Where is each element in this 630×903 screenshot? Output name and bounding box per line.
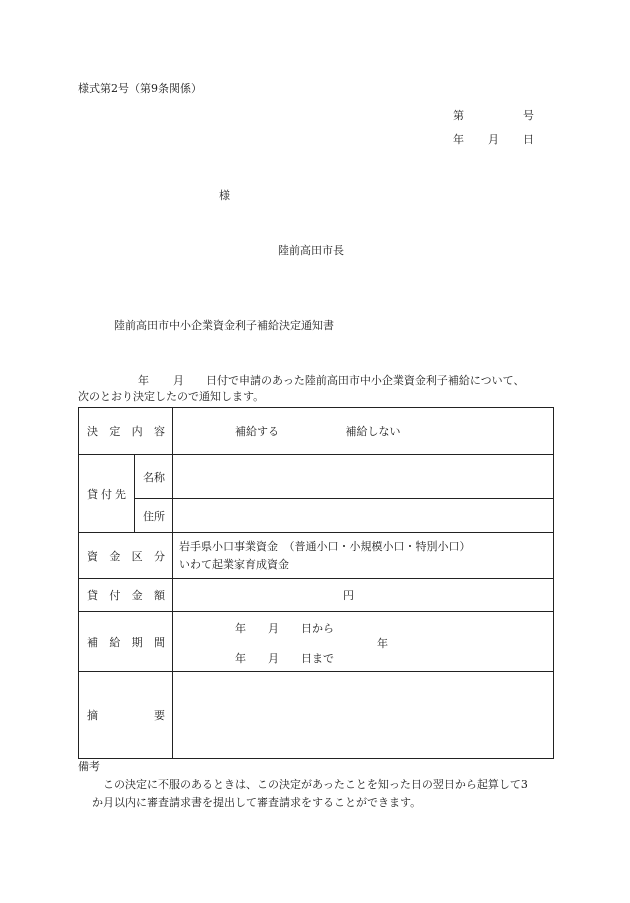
period-end: 年 月 日まで	[235, 652, 334, 665]
lender-address-row	[79, 499, 554, 533]
date-year-label: 年	[453, 133, 464, 146]
lender-name-row	[79, 455, 554, 499]
decision-form-table	[78, 407, 554, 759]
decision-label: 決 定 内 容	[87, 425, 165, 438]
period-value-cell[interactable]	[173, 612, 554, 672]
period-start: 年 月 日から	[235, 622, 334, 635]
loan-amount-label-cell	[79, 579, 173, 612]
sender-name: 陸前高田市長	[278, 244, 344, 257]
lender-label-cell	[79, 455, 135, 533]
document-title: 陸前高田市中小企業資金利子補給決定通知書	[114, 319, 334, 332]
lender-label: 貸 付 先	[87, 487, 126, 501]
fund-type-label: 資 金 区 分	[87, 549, 165, 563]
recipient-honorific: 様	[219, 189, 230, 202]
fund-type-option-line1[interactable]: 岩手県小口事業資金 （普通小口・小規模小口・特別小口）	[179, 540, 471, 554]
date-day-label: 日	[523, 133, 534, 146]
decision-value-cell	[173, 408, 554, 455]
date-month-label: 月	[488, 133, 499, 146]
lender-name-label: 名 称	[143, 470, 165, 484]
lender-address-label: 住 所	[143, 509, 165, 523]
document-number-suffix: 号	[523, 109, 534, 122]
body-month-label: 月	[173, 374, 184, 387]
loan-amount-field[interactable]	[173, 579, 554, 612]
lender-name-field[interactable]	[173, 455, 554, 499]
period-label-cell	[79, 612, 173, 672]
decision-option-grant[interactable]: 補給する	[235, 425, 279, 438]
document-number-prefix: 第	[453, 109, 464, 122]
decision-option-deny[interactable]: 補給しない	[345, 425, 401, 438]
loan-amount-unit: 円	[343, 589, 354, 602]
fund-type-option-line2[interactable]: いわて起業家育成資金	[179, 557, 289, 571]
remarks-label: 摘 要	[87, 709, 165, 722]
remarks-label-cell	[79, 672, 173, 759]
body-text-line2: 次のとおり決定したので通知します。	[78, 390, 265, 403]
fund-type-value-cell	[173, 533, 554, 579]
decision-label-cell	[79, 408, 173, 455]
loan-amount-row	[79, 579, 554, 612]
notes-line2: か月以内に審査請求書を提出して審査請求をすることができます。	[92, 796, 422, 809]
subsidy-period-row	[79, 612, 554, 672]
lender-name-label-cell	[135, 455, 173, 499]
period-years: 年	[377, 637, 388, 650]
decision-row	[79, 408, 554, 455]
body-text-line1: 日付で申請のあった陸前高田市中小企業資金利子補給について、	[206, 374, 525, 387]
fund-type-label-cell	[79, 533, 173, 579]
lender-address-field[interactable]	[173, 499, 554, 533]
fund-type-row	[79, 533, 554, 579]
period-label: 補 給 期 間	[87, 635, 165, 649]
remarks-field[interactable]	[173, 672, 554, 759]
loan-amount-label: 貸 付 金 額	[87, 589, 165, 602]
lender-address-label-cell	[135, 499, 173, 533]
remarks-row	[79, 672, 554, 759]
notes-line1: この決定に不服のあるときは、この決定があったことを知った日の翌日から起算して3	[103, 778, 528, 791]
notes-heading: 備考	[78, 760, 100, 773]
body-year-label: 年	[138, 374, 149, 387]
form-number-label: 様式第2号（第9条関係）	[78, 82, 202, 95]
